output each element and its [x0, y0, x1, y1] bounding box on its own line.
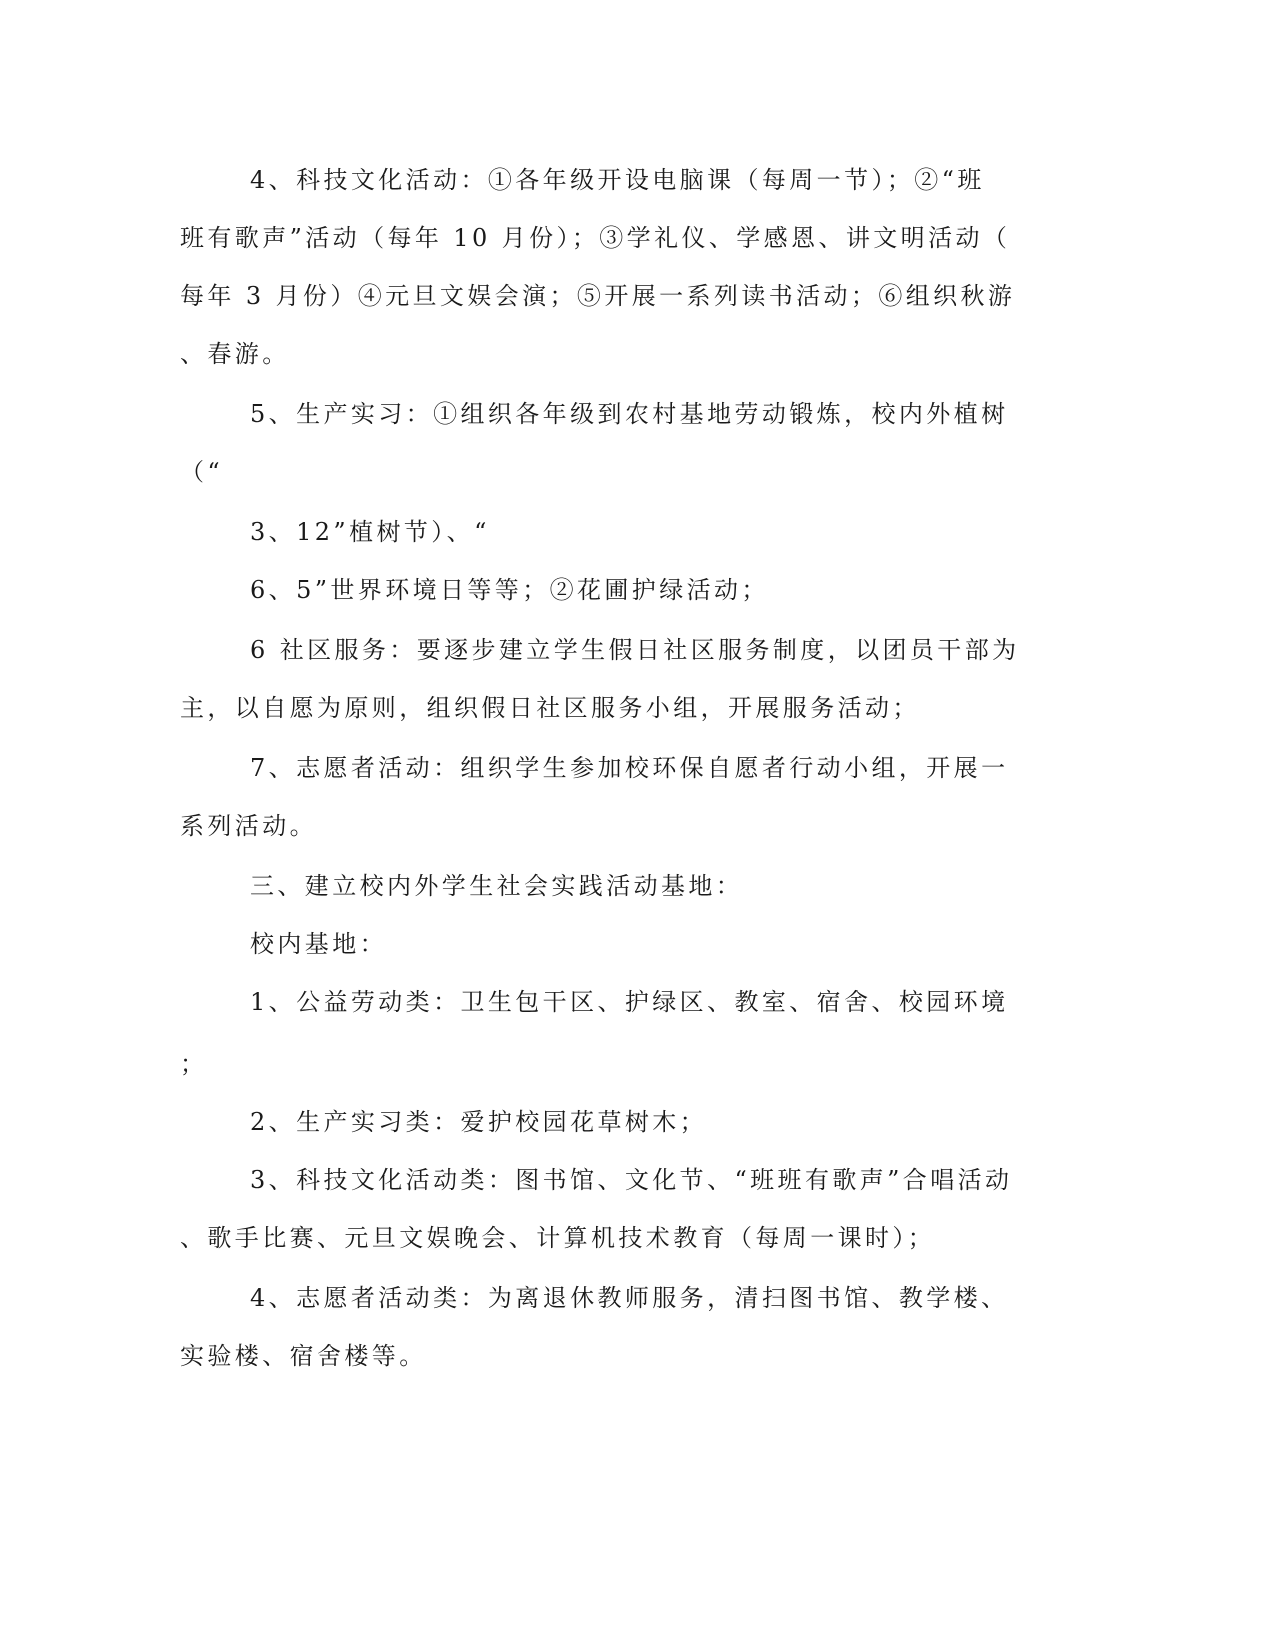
- paragraph-line: 6 社区服务：要逐步建立学生假日社区服务制度，以团员干部为: [250, 636, 1020, 664]
- paragraph-line: 系列活动。: [180, 812, 317, 840]
- paragraph-line: （“: [180, 458, 224, 486]
- paragraph-line: 3、12”植树节）、“: [250, 518, 490, 546]
- paragraph-line: 每年 3 月份）④元旦文娱会演；⑤开展一系列读书活动；⑥组织秋游: [180, 282, 1016, 310]
- paragraph-line: 1、公益劳动类：卫生包干区、护绿区、教室、宿舍、校园环境: [250, 988, 1009, 1016]
- paragraph-line: 6、5”世界环境日等等；②花圃护绿活动；: [250, 576, 769, 604]
- section-heading: 三、建立校内外学生社会实践活动基地：: [250, 872, 744, 900]
- paragraph-line: 3、科技文化活动类：图书馆、文化节、“班班有歌声”合唱活动: [250, 1166, 1013, 1194]
- paragraph-line: 、歌手比赛、元旦文娱晚会、计算机技术教育（每周一课时）；: [180, 1224, 936, 1252]
- subsection-heading: 校内基地：: [250, 930, 387, 958]
- paragraph-line: 班有歌声”活动（每年 10 月份）；③学礼仪、学感恩、讲文明活动（: [180, 224, 1011, 252]
- paragraph-line: 2、生产实习类：爱护校园花草树木；: [250, 1108, 708, 1136]
- paragraph-line: 实验楼、宿舍楼等。: [180, 1342, 427, 1370]
- paragraph-line: 主，以自愿为原则，组织假日社区服务小组，开展服务活动；: [180, 694, 920, 722]
- paragraph-line: 5、生产实习：①组织各年级到农村基地劳动锻炼，校内外植树: [250, 400, 1009, 428]
- paragraph-line: 、春游。: [180, 340, 290, 368]
- paragraph-line: 7、志愿者活动：组织学生参加校环保自愿者行动小组，开展一: [250, 754, 1009, 782]
- paragraph-line: ；: [180, 1050, 208, 1078]
- paragraph-line: 4、志愿者活动类：为离退休教师服务，清扫图书馆、教学楼、: [250, 1284, 1009, 1312]
- paragraph-line: 4、科技文化活动：①各年级开设电脑课（每周一节）；②“班: [250, 166, 985, 194]
